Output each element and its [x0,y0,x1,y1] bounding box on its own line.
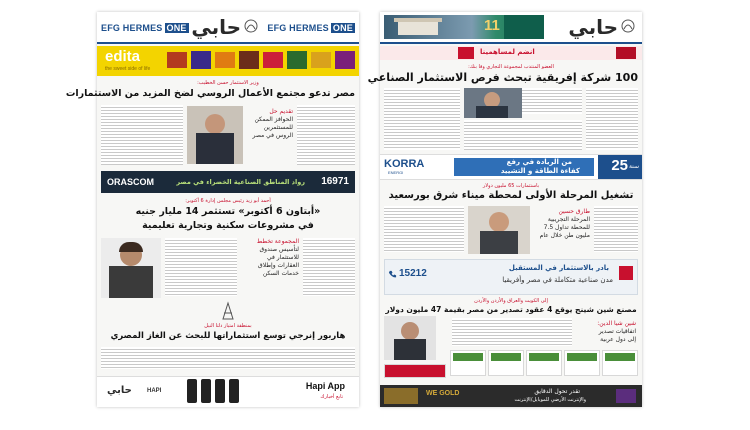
headline-2b[interactable]: في مشروعات سكنية وتجارية تعليمية [142,220,314,231]
orascom-logo: ORASCOM [107,177,154,187]
we-gold-footer-ad[interactable] [380,385,642,407]
person-suit [480,231,518,254]
invest-line-2: مدن صناعية متكاملة في مصر وأفريقيا [502,276,613,284]
ad-thumb [605,353,635,361]
pull-quote-line: المرحلة التجريبية [547,216,590,223]
snack-pack [311,52,331,68]
headline-1-kicker: العضو المنتدب لمجموعة التجاري وفا بنك: [468,64,554,70]
story-2-text-left [384,206,464,252]
well-pump-icon [221,302,235,320]
story-1-photo [187,106,243,164]
ad-teal-block [504,15,544,39]
hapi-app-subtitle: تابع أخبارك [320,394,343,400]
korra-brand: KORRA [384,158,425,170]
invest-line-1: بادر بالاستثمار في المستقبل [508,264,609,272]
hapi-logo [191,15,259,39]
bank-logo [458,47,474,59]
story-1-pull-quote [253,108,293,140]
story-2-pull-quote [540,208,590,240]
we-gold-logo [616,389,636,403]
person-suit [394,339,426,360]
one-badge: ONE [166,23,187,33]
hotline-number: 16971 [321,176,349,187]
pull-quote-line: للمستثمرين [263,124,293,131]
small-ad[interactable] [564,350,600,376]
laurel-icon [243,18,259,34]
pull-quote-line: إلى دول عربية [600,336,636,343]
masthead [380,12,642,42]
korra-sub: ENERGI [388,170,404,175]
building-photo [398,21,438,35]
pull-quote-line: المجموعة تخطط [256,238,299,245]
pull-quote-line: العقارات وإطلاق [258,262,299,269]
building-roof [394,18,442,22]
edita-banner[interactable] [97,46,359,76]
we-gold-line-1: تقدر تحول الدقايق [534,388,580,395]
hapi-app-title: Hapi App [305,381,345,391]
city-logo [619,266,633,280]
front-page[interactable] [367,12,642,407]
pull-quote-line: الروس في مصر [252,132,293,139]
snack-pack [239,51,259,69]
phone-mockup [215,379,225,403]
orascom-banner[interactable] [101,171,355,193]
pull-quote-line: تقديم حل [269,108,293,115]
person-head [205,114,225,134]
snack-pack [335,51,355,69]
story-2-photo [101,238,161,298]
story-3-text-mid [452,318,572,346]
korra-year-word: سنة [628,163,639,170]
logo-text: حابي [568,15,618,39]
small-ad[interactable] [384,364,446,378]
top-ad[interactable] [384,15,544,39]
ad-thumb [529,353,559,361]
small-ad[interactable] [488,350,524,376]
phone-mockup [229,379,239,403]
pull-quote-line: اتفاقيات تصدير [598,328,636,335]
korra-line-2: كفاءة الطاقة و التشييد [500,167,580,175]
korra-line-1: من الريادة في رفع [506,158,572,166]
story-1-photo [464,88,522,118]
headline-2a[interactable]: «أبتاون 6 أكتوبر» تستثمر 14 مليار جنيه [135,206,321,217]
story-1-text-right [297,105,355,165]
pull-quote-line: خدمات السكن [262,270,299,277]
pull-quote-line: للمحطة تداول 7.5 [543,224,590,231]
efg-hermes-right: EFG HERMES ONE [267,23,353,33]
person-suit [476,106,508,118]
masthead [97,12,359,42]
story-2-text-right [303,238,355,296]
pull-quote-line: شين شيا الدين: [597,320,636,327]
logo-text: حابي [191,15,241,39]
story-2-photo [468,206,530,254]
edita-brand: edita [105,48,141,65]
story-3-text [101,347,355,369]
small-ad[interactable] [602,350,638,376]
join-banner-text: انضم لمساهمينا [480,48,535,56]
person-head [489,212,509,232]
pull-quote-line: للاستثمار في [266,254,299,261]
industrial-cities-ad[interactable] [384,259,638,295]
hapi-logo [568,15,636,39]
snack-pack [263,52,283,68]
ad-thumb [567,353,597,361]
headline-3[interactable]: هاربور إنرجي توسع استثماراتها للبحث عن الغاز المصري [110,331,346,341]
footer-logo: حابي [107,385,132,396]
headline-1[interactable]: 100 شركة إفريقية تبحث فرص الاستثمار الصناعي [367,71,638,84]
hotline-number: 15212 [399,268,427,279]
snack-pack [167,52,187,68]
masthead-rule [380,42,642,44]
we-gold-brand: WE GOLD [426,390,460,397]
story-1-text-mid [522,88,582,114]
ad-thumb [453,353,483,361]
one-badge: ONE [332,23,353,33]
phone-mockup [187,379,197,403]
story-3-pull-quote [597,320,636,344]
phone-mockup [201,379,211,403]
headline-2[interactable]: تشغيل المرحلة الأولى لمحطة ميناء شرق بورسعيد [388,190,634,201]
story-1-text-left [384,88,460,150]
red-ribbon [616,47,636,59]
person-suit [196,133,234,164]
headline-3-kicker: إلى الكويت والعراق والأردن والأردن [474,298,548,304]
snack-pack [287,51,307,69]
headline-2-kicker: باستثمارات 65 مليون دولار [482,183,540,189]
headline-1-kicker: وزير الاستثمار حسن الخطيب: [197,80,259,86]
hapi-app-footer-ad[interactable] [97,376,359,407]
efg-hermes-left: EFG HERMES ONE [101,23,187,33]
small-ad[interactable] [450,350,486,376]
masthead-rule [97,42,359,44]
pull-quote-line: الحوافز الممكن [254,116,293,123]
pull-quote-line: طارق حسين [558,208,590,215]
person-suit [109,266,153,298]
story-1-text-mid2 [464,120,582,150]
snack-pack [191,51,211,69]
edita-tagline: the sweet side of life [105,66,151,72]
headline-1[interactable]: مصر تدعو مجتمع الأعمال الروسي لضخ المزيد من الاستثمارات [65,88,355,99]
we-gold-card [384,388,418,404]
person-hair [119,242,143,252]
person-head [401,322,419,340]
small-ad[interactable] [526,350,562,376]
inner-page[interactable] [65,12,359,407]
story-2-text-right [594,206,638,252]
phone-icon [388,270,397,279]
headline-3[interactable]: مصنع شين شينج يوقع 4 عقود تصدير من مصر بقيمة 47 مليون دولار [385,305,637,314]
join-banner[interactable] [380,46,642,60]
green-zone-text: رواد المناطق الصناعية الخضراء في مصر [176,178,305,186]
ad-number: 11 [484,17,500,34]
pull-quote-line: مليون طن خلال عام [539,232,590,239]
we-gold-line-2: والإنترنت الأرضي للموبايل/الإنترنت [514,397,586,403]
korra-years: 25 [611,157,628,174]
story-1-text-left [101,105,183,165]
story-1-text-right [586,88,638,150]
headline-2-kicker: أحمد أبو زيد رئيس مجلس إدارة 6 أكتوبر: [185,198,271,204]
korra-banner[interactable] [380,154,642,180]
ad-thumb [491,353,521,361]
pull-quote-line: لتأسيس صندوق [259,246,299,253]
story-2-pull-quote [257,238,299,278]
laurel-icon [620,18,636,34]
footer-brand: HAPI [147,388,162,394]
story-3-photo [384,316,436,360]
snack-pack [215,52,235,68]
story-2-text-mid [165,238,237,296]
headline-3-kicker: بمنطقة امتياز دلتا النيل [204,323,252,329]
